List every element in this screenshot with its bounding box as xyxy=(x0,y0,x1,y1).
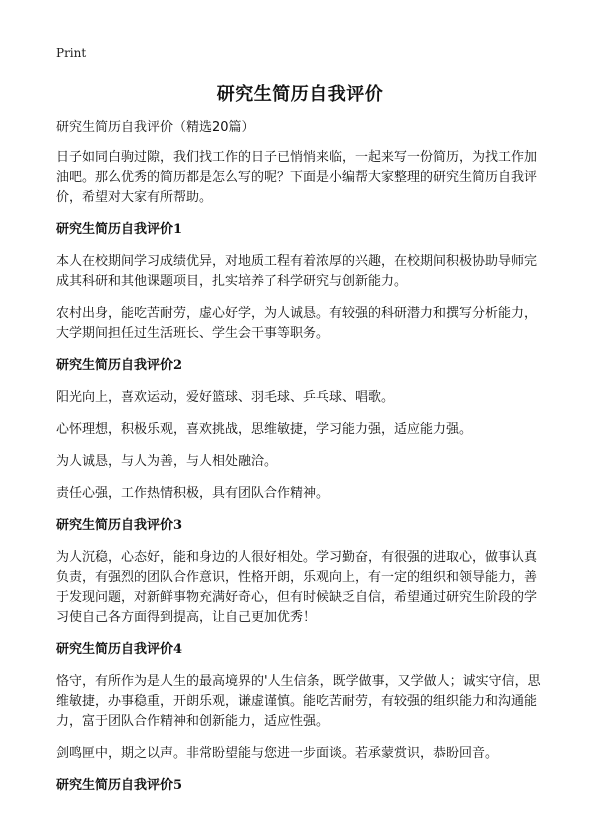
page-title: 研究生简历自我评价 xyxy=(216,84,384,105)
section-2-paragraph-2: 心怀理想，积极乐观，喜欢挑战，思维敏捷，学习能力强，适应能力强。 xyxy=(56,422,473,437)
section-heading-4 xyxy=(56,640,544,660)
section-4-paragraph-2: 剑鸣匣中，期之以声。非常盼望能与您进一步面谈。若承蒙赏识，恭盼回音。 xyxy=(56,746,499,761)
section-heading-text: 研究生简历自我评价 xyxy=(56,642,174,657)
section-heading-1 xyxy=(56,220,544,240)
section-number: 1 xyxy=(173,222,183,237)
section-1-paragraph-1: 本人在校期间学习成绩优异，对地质工程有着浓厚的兴趣，在校期间积极协助导师完成其科研和其他课题项目，扎实培养了科学研究与创新能力。 xyxy=(56,254,538,289)
section-heading-text: 研究生简历自我评价 xyxy=(56,222,174,237)
section-heading-3 xyxy=(56,516,544,536)
section-heading-2 xyxy=(56,356,544,376)
document-subtitle: 研究生简历自我评价（精选20篇） xyxy=(56,120,255,135)
section-heading-text: 研究生简历自我评价 xyxy=(56,778,174,793)
section-heading-5 xyxy=(56,776,544,796)
section-2-paragraph-3: 为人诚恳，与人为善，与人相处融洽。 xyxy=(56,454,278,469)
section-number: 2 xyxy=(173,358,183,373)
section-number: 4 xyxy=(173,642,183,657)
section-number: 5 xyxy=(173,778,183,793)
section-heading-text: 研究生简历自我评价 xyxy=(56,358,174,373)
section-4-paragraph-1: 恪守，有所作为是人生的最高境界的'人生信条，既学做事，又学做人；诚实守信，思维敏捷，办事稳重，开朗乐观，谦虚谨慎。能吃苦耐劳，有较强的组织能力和沟通能力，富于团队合作精神和创新能力，适应性强。 xyxy=(56,674,541,729)
section-2-paragraph-1: 阳光向上，喜欢运动，爱好篮球、羽毛球、乒乓球、唱歌。 xyxy=(56,390,395,405)
section-3-paragraph-1: 为人沉稳，心态好，能和身边的人很好相处。学习勤奋，有很强的进取心，做事认真负责，有强烈的团队合作意识，性格开朗，乐观向上，有一定的组织和领导能力，善于发现问题，对新鲜事物充满好奇心，但有时候缺乏自信，希望通过研究生阶段的学习使自己各方面得到提高，让自己更加优秀！ xyxy=(56,550,538,625)
section-2-paragraph-4: 责任心强，工作热情积极，具有团队合作精神。 xyxy=(56,486,330,501)
section-1-paragraph-2: 农村出身，能吃苦耐劳，虚心好学，为人诚恳。有较强的科研潜力和撰写分析能力，大学期间担任过生活班长、学生会干事等职务。 xyxy=(56,306,538,341)
intro-paragraph: 日子如同白驹过隙，我们找工作的日子已悄悄来临，一起来写一份简历，为找工作加油吧。那么优秀的简历都是怎么写的呢？下面是小编帮大家整理的研究生简历自我评价，希望对大家有所帮助。 xyxy=(56,150,538,205)
section-number: 3 xyxy=(173,518,183,533)
document-body xyxy=(56,118,544,808)
print-label: Print xyxy=(56,46,87,60)
section-heading-text: 研究生简历自我评价 xyxy=(56,518,174,533)
